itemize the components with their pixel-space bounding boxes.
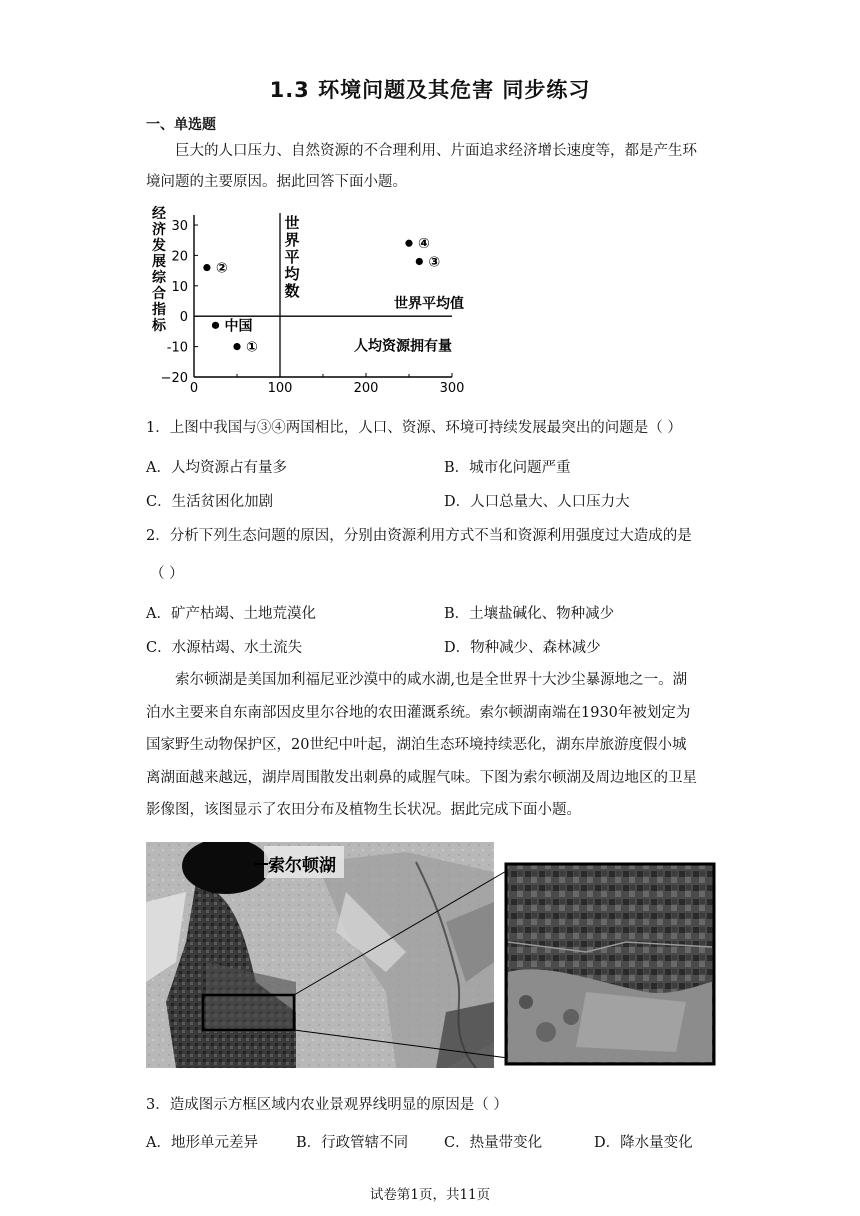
q3-option-b[interactable]: B．行政管辖不同 bbox=[296, 1135, 409, 1151]
intro-paragraph-2 bbox=[146, 664, 728, 827]
y-axis-label-char: 合 bbox=[152, 286, 166, 302]
q3-option-c[interactable]: C．热量带变化 bbox=[444, 1135, 543, 1151]
q2-option-c[interactable]: C．水源枯竭、水土流失 bbox=[146, 640, 303, 656]
q2-option-d[interactable]: D．物种减少、森林减少 bbox=[444, 640, 601, 656]
y-axis-label-char: 标 bbox=[152, 318, 166, 334]
x-tick-label: 200 bbox=[353, 381, 379, 396]
y-tick-label: 0 bbox=[179, 310, 188, 326]
intro-line: 境问题的主要原因。据此回答下面小题。 bbox=[146, 174, 407, 190]
question-3-stem: 3．造成图示方框区域内农业景观界线明显的原因是（ ） bbox=[146, 1097, 508, 1113]
q3-option-d[interactable]: D．降水量变化 bbox=[594, 1135, 693, 1151]
intro-line: 泊水主要来自东南部因皮里尔谷地的农田灌溉系统。索尔顿湖南端在1930年被划定为 bbox=[146, 704, 691, 721]
intro-line: 巨大的人口压力、自然资源的不合理利用、片面追求经济增长速度等，都是产生环 bbox=[175, 143, 697, 159]
satellite-image bbox=[146, 842, 716, 1068]
y-tick-label: 30 bbox=[171, 219, 188, 234]
q2-option-b[interactable]: B．土壤盐碱化、物种减少 bbox=[444, 606, 615, 622]
x-axis-label: 人均资源拥有量 bbox=[354, 338, 452, 355]
intro-paragraph-1 bbox=[146, 136, 728, 198]
y-tick-label: 10 bbox=[171, 279, 188, 295]
y-axis-label-char: 综 bbox=[152, 270, 166, 286]
satellite-zoom-panel bbox=[506, 864, 714, 1064]
data-point-label: ③ bbox=[428, 254, 441, 271]
y-tick-label: −20 bbox=[160, 371, 188, 386]
q1-option-a[interactable]: A．人均资源占有量多 bbox=[146, 460, 287, 476]
question-1-stem: 1．上图中我国与③④两国相比，人口、资源、环境可持续发展最突出的问题是（ ） bbox=[146, 420, 682, 436]
scatter-chart bbox=[146, 200, 466, 396]
y-axis-label-char: 济 bbox=[152, 222, 166, 238]
satellite-main-panel bbox=[146, 842, 494, 1068]
vertical-ref-label-char: 界 bbox=[284, 231, 300, 249]
q1-option-c[interactable]: C．生活贫困化加剧 bbox=[146, 494, 274, 510]
q2-option-a[interactable]: A．矿产枯竭、土地荒漠化 bbox=[146, 606, 316, 622]
q1-option-b[interactable]: B．城市化问题严重 bbox=[444, 460, 571, 476]
vertical-ref-label-char: 均 bbox=[284, 265, 300, 283]
page-footer: 试卷第1页，共11页 bbox=[369, 1187, 491, 1203]
x-tick-label: 0 bbox=[189, 381, 199, 396]
intro-line: 索尔顿湖是美国加利福尼亚沙漠中的咸水湖,也是全世界十大沙尘暴源地之一。湖 bbox=[175, 672, 688, 688]
data-point bbox=[212, 322, 219, 329]
x-tick-label: 100 bbox=[267, 381, 293, 396]
data-point bbox=[233, 343, 240, 350]
y-axis-label-char: 发 bbox=[152, 238, 166, 254]
x-tick-label: 300 bbox=[439, 381, 465, 396]
section-heading: 一、单选题 bbox=[146, 117, 216, 133]
page-title: 1.3 环境问题及其危害 同步练习 bbox=[269, 78, 591, 102]
vertical-ref-label-char: 世 bbox=[284, 214, 300, 232]
vertical-ref-label-char: 数 bbox=[284, 282, 300, 300]
intro-line: 离湖面越来越远，湖岸周围散发出刺鼻的咸腥气味。下图为索尔顿湖及周边地区的卫星 bbox=[146, 769, 697, 786]
q1-option-d[interactable]: D．人口总量大、人口压力大 bbox=[444, 494, 630, 510]
data-point bbox=[203, 264, 210, 271]
data-point-label: 中国 bbox=[224, 318, 253, 335]
data-point-label: ① bbox=[246, 339, 258, 356]
data-point bbox=[416, 258, 423, 265]
question-2-paren: （ ） bbox=[150, 566, 184, 582]
data-point-label: ② bbox=[215, 260, 228, 277]
question-2-stem: 2．分析下列生态问题的原因，分别由资源利用方式不当和资源利用强度过大造成的是 bbox=[146, 528, 692, 544]
data-point-label: ④ bbox=[418, 236, 430, 253]
vertical-ref-label-char: 平 bbox=[284, 248, 300, 266]
y-tick-label: -10 bbox=[166, 340, 188, 356]
y-tick-label: 20 bbox=[171, 249, 188, 265]
data-point bbox=[405, 240, 412, 247]
intro-line: 国家野生动物保护区，20世纪中叶起，湖泊生态环境持续恶化，湖东岸旅游度假小城 bbox=[146, 737, 687, 753]
intro-line: 影像图，该图显示了农田分布及植物生长状况。据此完成下面小题。 bbox=[146, 802, 581, 818]
satellite-lake-label: 索尔顿湖 bbox=[268, 856, 336, 876]
y-axis-label-char: 指 bbox=[152, 302, 166, 318]
horizontal-ref-label: 世界平均值 bbox=[394, 296, 464, 313]
q3-option-a[interactable]: A．地形单元差异 bbox=[146, 1135, 258, 1151]
y-axis-label-char: 展 bbox=[152, 254, 166, 270]
y-axis-label-char: 经 bbox=[152, 206, 166, 222]
